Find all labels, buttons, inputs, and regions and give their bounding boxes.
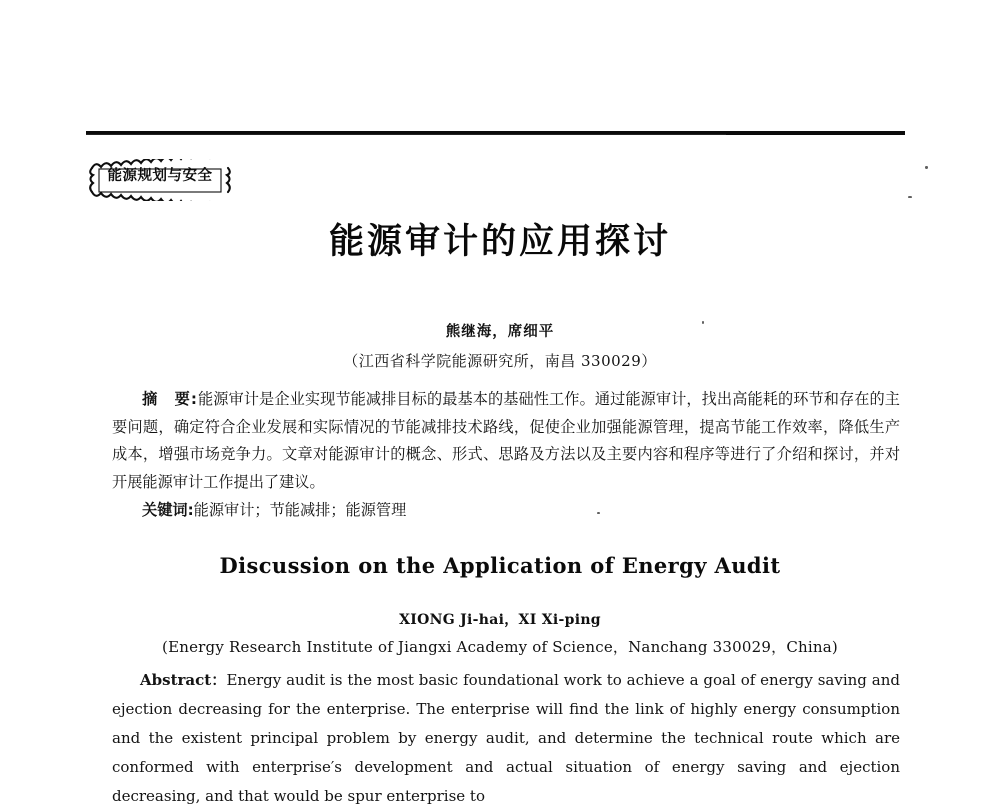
page-title-chinese: 能源审计的应用探讨 — [328, 222, 671, 262]
scan-speck — [925, 166, 928, 169]
scan-speck — [908, 196, 912, 198]
abstract-english — [112, 666, 900, 811]
abstract-label-chinese: 摘 要: — [142, 390, 198, 408]
abstract-chinese — [112, 386, 900, 496]
affiliation-english: (Energy Research Institute of Jiangxi Academy of Science，Nanchang 330029，China) — [162, 638, 838, 656]
header-rule — [86, 131, 905, 135]
keywords-body-chinese: 能源审计；节能减排；能源管理 — [193, 501, 407, 519]
page-title-english: Discussion on the Application of Energy Audit — [219, 553, 781, 578]
section-badge-label: 能源规划与安全 — [107, 168, 213, 184]
section-badge — [88, 159, 232, 201]
abstract-body-english: Energy audit is the most basic foundational work to achieve a goal of energy saving and ejection decreasing for the enterprise. The enterprise will find the link of highly energy consumption and the existent principal problem by energy audit, and determine the technical route which are conformed with enterprise′s development and actual situation of energy saving and ejection decreasing, and that would be spur enterprise to — [112, 671, 901, 805]
authors-chinese: 熊继海，席细平 — [445, 324, 555, 340]
abstract-label-english: Abstract： — [140, 671, 227, 689]
keywords-label-chinese: 关键词: — [142, 501, 194, 519]
authors-english: XIONG Ji-hai，XI Xi-ping — [399, 612, 601, 628]
affiliation-chinese: （江西省科学院能源研究所，南昌 330029） — [343, 352, 657, 370]
abstract-body-chinese: 能源审计是企业实现节能减排目标的最基本的基础性工作。通过能源审计，找出高能耗的环节和存在的主要问题，确定符合企业发展和实际情况的节能减排技术路线，促使企业加强能源管理，提高节能工作效率，降低生产成本，增强市场竞争力。文章对能源审计的概念、形式、思路及方法以及主要内容和程序等进行了介绍和探讨，并对开展能源审计工作提出了建议。 — [112, 390, 900, 491]
scan-speck — [597, 512, 600, 514]
scan-speck — [702, 321, 704, 324]
keywords-chinese — [112, 497, 900, 524]
